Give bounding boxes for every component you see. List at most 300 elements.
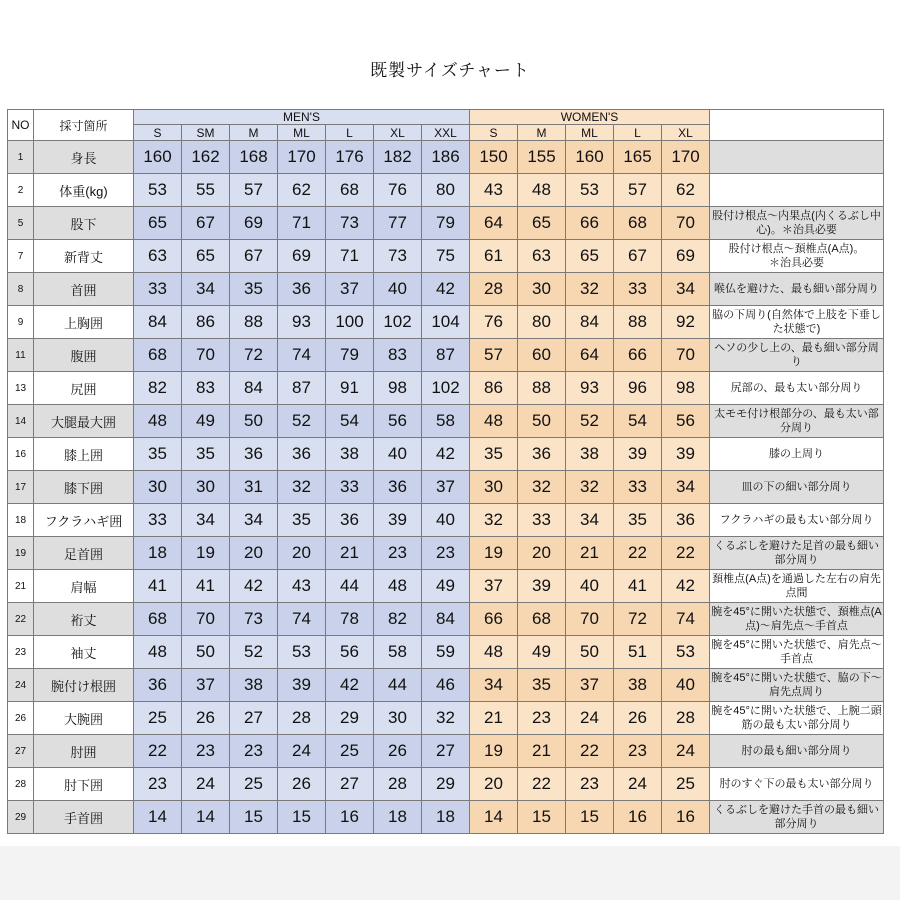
womens-size-header: M [518, 125, 566, 141]
table-row [8, 471, 884, 504]
mens-value: 19 [182, 537, 230, 570]
row-number: 17 [8, 471, 34, 504]
mens-value: 35 [134, 438, 182, 471]
measurement-point: 大腕囲 [34, 702, 134, 735]
measurement-note: 喉仏を避けた、最も細い部分周り [710, 273, 884, 306]
womens-value: 37 [470, 570, 518, 603]
womens-value: 24 [614, 768, 662, 801]
size-chart-table [7, 109, 884, 834]
mens-value: 84 [422, 603, 470, 636]
mens-value: 18 [134, 537, 182, 570]
womens-value: 14 [470, 801, 518, 834]
womens-value: 63 [518, 240, 566, 273]
mens-value: 42 [422, 273, 470, 306]
measurement-note: 股付け根点～内果点(内くるぶし中心)。＊治具必要 [710, 207, 884, 240]
measurement-note: 股付け根点～頚椎点(A点)。 ＊治具必要 [710, 240, 884, 273]
mens-value: 43 [278, 570, 326, 603]
mens-value: 31 [230, 471, 278, 504]
row-number: 26 [8, 702, 34, 735]
mens-value: 38 [326, 438, 374, 471]
womens-value: 16 [662, 801, 710, 834]
row-number: 1 [8, 141, 34, 174]
womens-value: 28 [662, 702, 710, 735]
mens-size-header: SM [182, 125, 230, 141]
womens-value: 41 [614, 570, 662, 603]
mens-value: 42 [326, 669, 374, 702]
womens-value: 40 [566, 570, 614, 603]
measurement-note: 肘のすぐ下の最も太い部分周り [710, 768, 884, 801]
womens-value: 74 [662, 603, 710, 636]
mens-value: 75 [422, 240, 470, 273]
womens-value: 170 [662, 141, 710, 174]
womens-value: 19 [470, 735, 518, 768]
mens-value: 80 [422, 174, 470, 207]
row-number: 19 [8, 537, 34, 570]
mens-value: 104 [422, 306, 470, 339]
mens-value: 27 [422, 735, 470, 768]
mens-value: 67 [230, 240, 278, 273]
mens-value: 72 [230, 339, 278, 372]
header-womens: WOMEN'S [470, 110, 710, 125]
womens-value: 36 [662, 504, 710, 537]
womens-value: 37 [566, 669, 614, 702]
womens-value: 150 [470, 141, 518, 174]
mens-value: 15 [278, 801, 326, 834]
mens-value: 32 [278, 471, 326, 504]
table-row [8, 207, 884, 240]
mens-value: 78 [326, 603, 374, 636]
mens-value: 67 [182, 207, 230, 240]
womens-value: 86 [470, 372, 518, 405]
measurement-note: 尻部の、最も太い部分周り [710, 372, 884, 405]
row-number: 27 [8, 735, 34, 768]
mens-value: 37 [182, 669, 230, 702]
mens-value: 22 [134, 735, 182, 768]
mens-value: 26 [278, 768, 326, 801]
womens-value: 32 [470, 504, 518, 537]
womens-value: 88 [518, 372, 566, 405]
measurement-note: くるぶしを避けた手首の最も細い部分周り [710, 801, 884, 834]
mens-value: 55 [182, 174, 230, 207]
measurement-point: 裄丈 [34, 603, 134, 636]
womens-value: 66 [566, 207, 614, 240]
womens-value: 53 [566, 174, 614, 207]
womens-value: 48 [470, 636, 518, 669]
mens-value: 27 [326, 768, 374, 801]
mens-value: 68 [134, 603, 182, 636]
mens-value: 62 [278, 174, 326, 207]
mens-value: 24 [278, 735, 326, 768]
mens-value: 23 [422, 537, 470, 570]
header-notes-blank [710, 110, 884, 141]
mens-value: 69 [230, 207, 278, 240]
mens-value: 18 [422, 801, 470, 834]
mens-value: 30 [182, 471, 230, 504]
measurement-note: 頚椎点(A点)を通過した左右の肩先点間 [710, 570, 884, 603]
mens-value: 57 [230, 174, 278, 207]
womens-value: 16 [614, 801, 662, 834]
table-row [8, 570, 884, 603]
mens-value: 52 [230, 636, 278, 669]
measurement-note [710, 174, 884, 207]
mens-value: 14 [182, 801, 230, 834]
measurement-point: 肘下囲 [34, 768, 134, 801]
womens-value: 160 [566, 141, 614, 174]
mens-value: 87 [422, 339, 470, 372]
mens-value: 100 [326, 306, 374, 339]
mens-value: 168 [230, 141, 278, 174]
womens-value: 51 [614, 636, 662, 669]
womens-value: 62 [662, 174, 710, 207]
womens-size-header: XL [662, 125, 710, 141]
womens-size-header: ML [566, 125, 614, 141]
mens-value: 74 [278, 603, 326, 636]
mens-value: 42 [230, 570, 278, 603]
measurement-note: 腕を45°に開いた状態で、上腕二頭筋の最も太い部分周り [710, 702, 884, 735]
mens-value: 36 [326, 504, 374, 537]
womens-value: 25 [662, 768, 710, 801]
mens-value: 48 [374, 570, 422, 603]
womens-value: 34 [662, 471, 710, 504]
womens-value: 92 [662, 306, 710, 339]
womens-value: 49 [518, 636, 566, 669]
womens-value: 93 [566, 372, 614, 405]
womens-value: 57 [614, 174, 662, 207]
mens-value: 41 [182, 570, 230, 603]
mens-value: 79 [326, 339, 374, 372]
measurement-note: 太モモ付け根部分の、最も太い部分周り [710, 405, 884, 438]
mens-value: 102 [422, 372, 470, 405]
mens-value: 26 [374, 735, 422, 768]
mens-value: 91 [326, 372, 374, 405]
mens-value: 34 [230, 504, 278, 537]
womens-value: 34 [470, 669, 518, 702]
measurement-note [710, 141, 884, 174]
row-number: 24 [8, 669, 34, 702]
womens-value: 30 [518, 273, 566, 306]
table-row [8, 273, 884, 306]
header-no: NO [8, 110, 34, 141]
womens-value: 54 [614, 405, 662, 438]
mens-value: 53 [134, 174, 182, 207]
mens-value: 52 [278, 405, 326, 438]
mens-value: 84 [134, 306, 182, 339]
womens-value: 96 [614, 372, 662, 405]
mens-value: 30 [374, 702, 422, 735]
mens-size-header: ML [278, 125, 326, 141]
page-bottom-band [0, 846, 900, 900]
measurement-point: 肘囲 [34, 735, 134, 768]
header-mens: MEN'S [134, 110, 470, 125]
measurement-point: 膝下囲 [34, 471, 134, 504]
mens-value: 40 [374, 438, 422, 471]
womens-value: 67 [614, 240, 662, 273]
womens-value: 68 [614, 207, 662, 240]
mens-value: 33 [134, 504, 182, 537]
womens-value: 35 [518, 669, 566, 702]
mens-value: 20 [230, 537, 278, 570]
row-number: 16 [8, 438, 34, 471]
table-row [8, 504, 884, 537]
mens-value: 23 [182, 735, 230, 768]
mens-value: 41 [134, 570, 182, 603]
mens-value: 46 [422, 669, 470, 702]
mens-value: 36 [230, 438, 278, 471]
mens-value: 50 [182, 636, 230, 669]
mens-value: 83 [374, 339, 422, 372]
measurement-point: 袖丈 [34, 636, 134, 669]
row-number: 13 [8, 372, 34, 405]
row-number: 18 [8, 504, 34, 537]
mens-value: 39 [374, 504, 422, 537]
womens-value: 165 [614, 141, 662, 174]
mens-value: 79 [422, 207, 470, 240]
mens-value: 44 [326, 570, 374, 603]
measurement-note: 皿の下の細い部分周り [710, 471, 884, 504]
measurement-note: 腕を45°に開いた状態で、脇の下～肩先点周り [710, 669, 884, 702]
womens-value: 22 [566, 735, 614, 768]
measurement-note: ヘソの少し上の、最も細い部分周り [710, 339, 884, 372]
womens-value: 34 [566, 504, 614, 537]
mens-value: 29 [422, 768, 470, 801]
womens-size-header: S [470, 125, 518, 141]
measurement-point: 身長 [34, 141, 134, 174]
womens-value: 24 [566, 702, 614, 735]
table-row [8, 339, 884, 372]
table-row [8, 735, 884, 768]
measurement-point: 膝上囲 [34, 438, 134, 471]
mens-value: 25 [230, 768, 278, 801]
mens-value: 29 [326, 702, 374, 735]
row-number: 7 [8, 240, 34, 273]
womens-value: 15 [518, 801, 566, 834]
mens-size-header: M [230, 125, 278, 141]
mens-value: 65 [134, 207, 182, 240]
row-number: 22 [8, 603, 34, 636]
mens-value: 69 [278, 240, 326, 273]
mens-value: 38 [230, 669, 278, 702]
measurement-note: 腕を45°に開いた状態で、肩先点～手首点 [710, 636, 884, 669]
mens-value: 58 [422, 405, 470, 438]
mens-value: 26 [182, 702, 230, 735]
mens-value: 74 [278, 339, 326, 372]
table-row [8, 306, 884, 339]
mens-value: 76 [374, 174, 422, 207]
row-number: 9 [8, 306, 34, 339]
womens-value: 39 [518, 570, 566, 603]
womens-value: 60 [518, 339, 566, 372]
womens-value: 70 [662, 339, 710, 372]
measurement-note: 肘の最も細い部分周り [710, 735, 884, 768]
measurement-point: 大腿最大囲 [34, 405, 134, 438]
mens-value: 49 [422, 570, 470, 603]
womens-value: 21 [566, 537, 614, 570]
womens-value: 23 [614, 735, 662, 768]
mens-value: 50 [230, 405, 278, 438]
measurement-note: くるぶしを避けた足首の最も細い部分周り [710, 537, 884, 570]
mens-value: 82 [134, 372, 182, 405]
mens-value: 87 [278, 372, 326, 405]
mens-value: 23 [230, 735, 278, 768]
mens-value: 77 [374, 207, 422, 240]
mens-value: 65 [182, 240, 230, 273]
mens-value: 36 [278, 438, 326, 471]
table-row [8, 801, 884, 834]
mens-value: 15 [230, 801, 278, 834]
womens-value: 38 [614, 669, 662, 702]
mens-value: 16 [326, 801, 374, 834]
mens-value: 14 [134, 801, 182, 834]
measurement-point: 新背丈 [34, 240, 134, 273]
mens-value: 70 [182, 339, 230, 372]
womens-value: 20 [518, 537, 566, 570]
table-row [8, 240, 884, 273]
table-row [8, 141, 884, 174]
mens-value: 56 [326, 636, 374, 669]
womens-value: 66 [470, 603, 518, 636]
womens-value: 20 [470, 768, 518, 801]
mens-value: 48 [134, 636, 182, 669]
mens-value: 68 [326, 174, 374, 207]
mens-size-header: S [134, 125, 182, 141]
mens-value: 68 [134, 339, 182, 372]
mens-value: 44 [374, 669, 422, 702]
mens-value: 84 [230, 372, 278, 405]
mens-value: 35 [230, 273, 278, 306]
mens-value: 18 [374, 801, 422, 834]
womens-value: 52 [566, 405, 614, 438]
womens-value: 22 [614, 537, 662, 570]
row-number: 2 [8, 174, 34, 207]
womens-value: 21 [470, 702, 518, 735]
mens-value: 56 [374, 405, 422, 438]
table-row [8, 768, 884, 801]
womens-value: 68 [518, 603, 566, 636]
womens-value: 70 [566, 603, 614, 636]
table-row [8, 669, 884, 702]
row-number: 14 [8, 405, 34, 438]
mens-size-header: XXL [422, 125, 470, 141]
mens-value: 58 [374, 636, 422, 669]
mens-value: 160 [134, 141, 182, 174]
womens-value: 65 [566, 240, 614, 273]
womens-value: 39 [662, 438, 710, 471]
womens-size-header: L [614, 125, 662, 141]
womens-value: 42 [662, 570, 710, 603]
womens-value: 98 [662, 372, 710, 405]
womens-value: 57 [470, 339, 518, 372]
table-row [8, 636, 884, 669]
womens-value: 39 [614, 438, 662, 471]
table-row [8, 438, 884, 471]
mens-value: 176 [326, 141, 374, 174]
measurement-point: 腹囲 [34, 339, 134, 372]
row-number: 21 [8, 570, 34, 603]
mens-value: 82 [374, 603, 422, 636]
mens-value: 102 [374, 306, 422, 339]
mens-value: 54 [326, 405, 374, 438]
womens-value: 15 [566, 801, 614, 834]
table-row [8, 372, 884, 405]
mens-value: 28 [278, 702, 326, 735]
mens-value: 36 [134, 669, 182, 702]
chart-title: 既製サイズチャート [370, 61, 530, 81]
mens-value: 35 [278, 504, 326, 537]
mens-value: 21 [326, 537, 374, 570]
mens-value: 23 [134, 768, 182, 801]
womens-value: 65 [518, 207, 566, 240]
mens-value: 39 [278, 669, 326, 702]
womens-value: 35 [614, 504, 662, 537]
measurement-point: 腕付け根囲 [34, 669, 134, 702]
mens-value: 93 [278, 306, 326, 339]
mens-size-header: XL [374, 125, 422, 141]
table-row [8, 702, 884, 735]
measurement-note: 膝の上周り [710, 438, 884, 471]
womens-value: 61 [470, 240, 518, 273]
mens-value: 73 [326, 207, 374, 240]
womens-value: 64 [470, 207, 518, 240]
measurement-point: 体重(kg) [34, 174, 134, 207]
measurement-note: フクラハギの最も太い部分周り [710, 504, 884, 537]
header-measurement-point: 採寸箇所 [34, 110, 134, 141]
table-row [8, 174, 884, 207]
mens-value: 73 [374, 240, 422, 273]
mens-value: 182 [374, 141, 422, 174]
measurement-point: 上胸囲 [34, 306, 134, 339]
measurement-note: 脇の下周り(自然体で上肢を下垂した状態で) [710, 306, 884, 339]
womens-value: 33 [518, 504, 566, 537]
womens-value: 32 [566, 273, 614, 306]
mens-value: 40 [374, 273, 422, 306]
womens-value: 19 [470, 537, 518, 570]
womens-value: 53 [662, 636, 710, 669]
mens-value: 170 [278, 141, 326, 174]
mens-value: 33 [326, 471, 374, 504]
mens-size-header: L [326, 125, 374, 141]
womens-value: 64 [566, 339, 614, 372]
mens-value: 20 [278, 537, 326, 570]
womens-value: 32 [566, 471, 614, 504]
womens-value: 69 [662, 240, 710, 273]
mens-value: 37 [422, 471, 470, 504]
mens-value: 28 [374, 768, 422, 801]
mens-value: 162 [182, 141, 230, 174]
womens-value: 70 [662, 207, 710, 240]
row-number: 11 [8, 339, 34, 372]
womens-value: 23 [566, 768, 614, 801]
womens-value: 22 [662, 537, 710, 570]
mens-value: 40 [422, 504, 470, 537]
mens-value: 34 [182, 273, 230, 306]
mens-value: 42 [422, 438, 470, 471]
mens-value: 30 [134, 471, 182, 504]
womens-value: 38 [566, 438, 614, 471]
womens-value: 56 [662, 405, 710, 438]
mens-value: 36 [374, 471, 422, 504]
womens-value: 33 [614, 273, 662, 306]
mens-value: 88 [230, 306, 278, 339]
mens-value: 59 [422, 636, 470, 669]
mens-value: 71 [278, 207, 326, 240]
measurement-note: 腕を45°に開いた状態で、頚椎点(A点)～肩先点～手首点 [710, 603, 884, 636]
measurement-point: 手首囲 [34, 801, 134, 834]
row-number: 5 [8, 207, 34, 240]
womens-value: 50 [566, 636, 614, 669]
mens-value: 49 [182, 405, 230, 438]
measurement-point: フクラハギ囲 [34, 504, 134, 537]
mens-value: 71 [326, 240, 374, 273]
